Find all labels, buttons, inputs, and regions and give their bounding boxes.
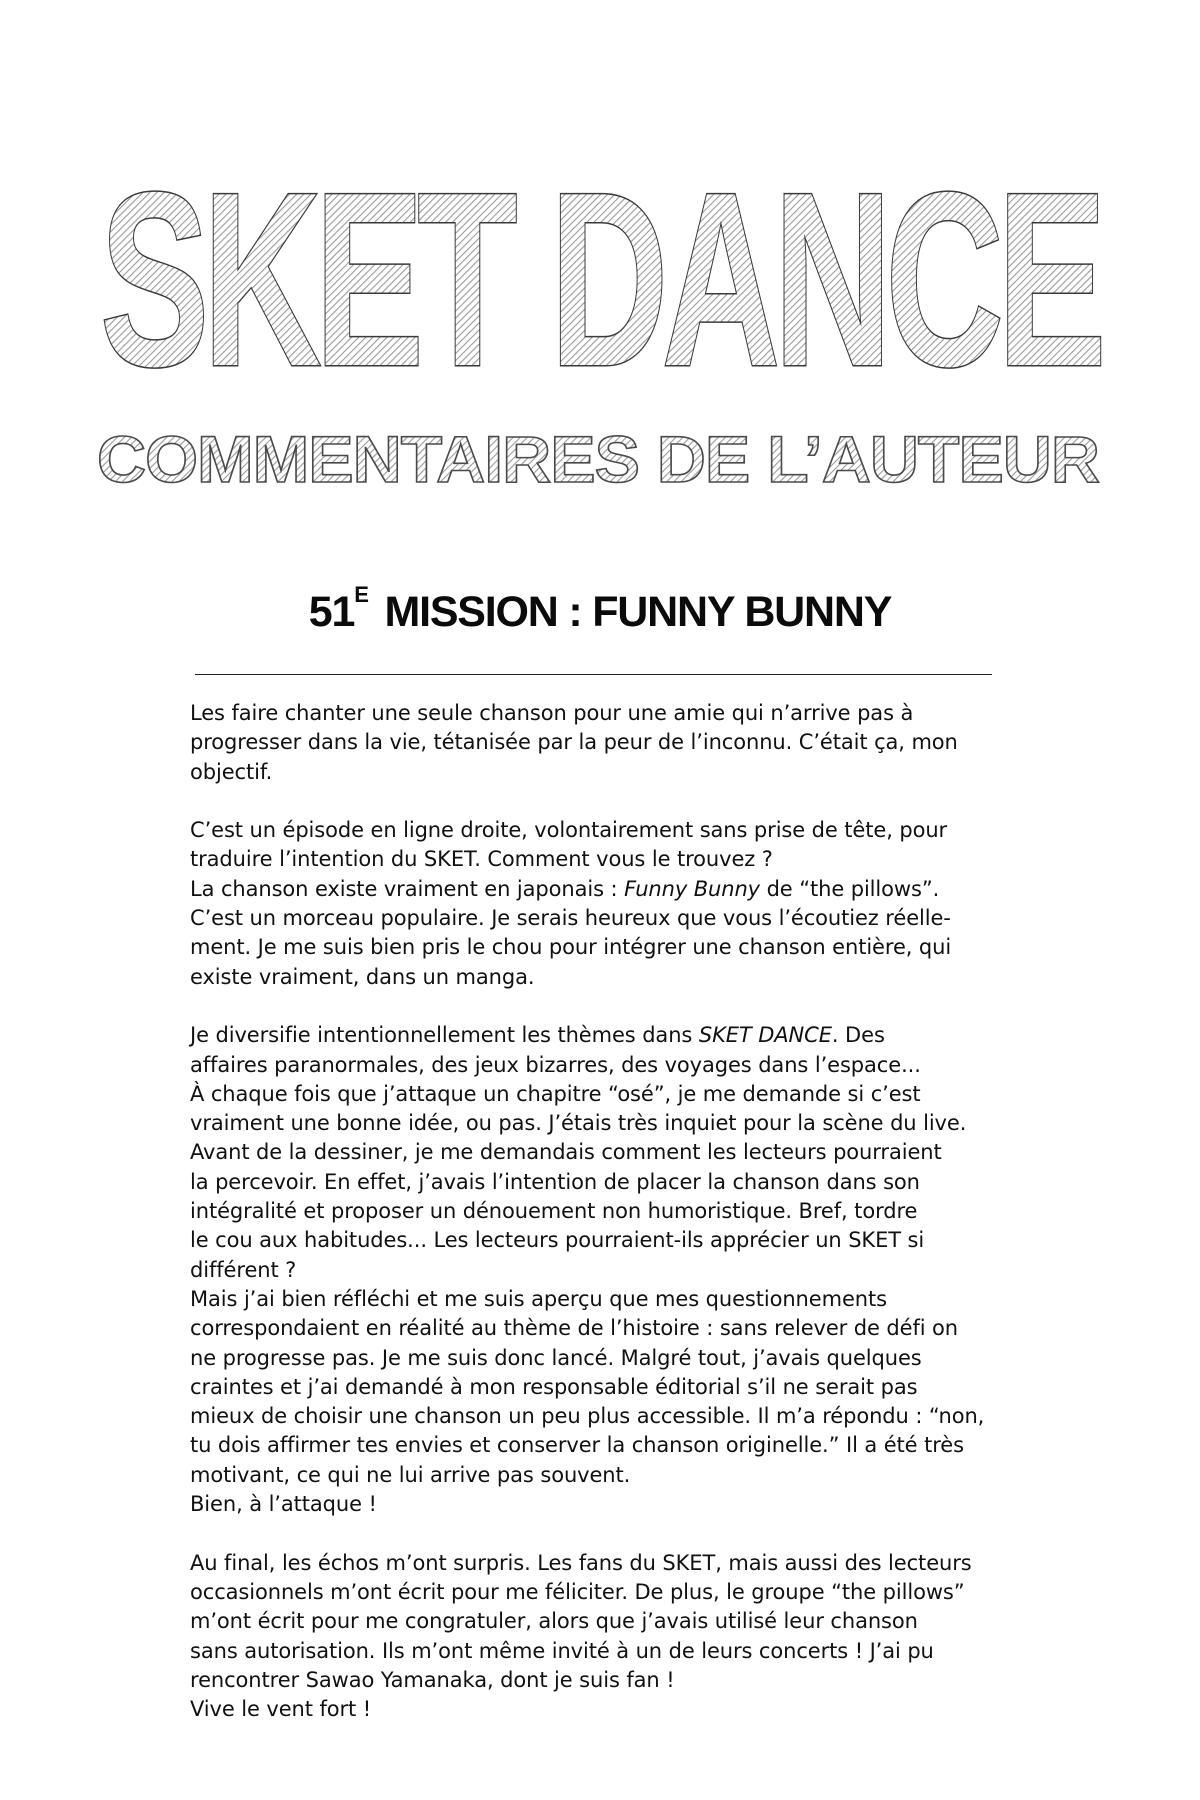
commentary-line xyxy=(190,1021,1010,1050)
commentary-line xyxy=(190,1402,1010,1431)
mission-title xyxy=(0,582,1200,637)
commentary-line xyxy=(190,1637,1010,1666)
commentary-text: progresser dans la vie, tétanisée par la peur de l’inconnu. C’était ça, mon xyxy=(190,730,958,755)
commentary-line xyxy=(190,1168,1010,1197)
commentary-line xyxy=(190,875,1010,904)
italic-title: SKET DANCE xyxy=(698,1023,832,1048)
commentary-text: la percevoir. En effet, j’avais l’intention de placer la chanson dans son xyxy=(190,1169,920,1194)
commentary-text: de “the pillows”. xyxy=(760,876,940,901)
commentary-text: tu dois affirmer tes envies et conserver la chanson originelle.” Il a été très xyxy=(190,1433,964,1458)
commentary-text: ne progresse pas. Je me suis donc lancé. Malgré tout, j’avais quelques xyxy=(190,1345,922,1370)
logo-title: SKET DANCE xyxy=(100,140,1101,418)
commentary-text: Au final, les échos m’ont surpris. Les fans du SKET, mais aussi des lecteurs xyxy=(190,1550,972,1575)
commentary-line xyxy=(190,816,1010,845)
commentary-paragraph xyxy=(190,1021,1010,1519)
commentary-text: traduire l’intention du SKET. Comment vous le trouvez ? xyxy=(190,847,773,872)
commentary-text: motivant, ce qui ne lui arrive pas souvent. xyxy=(190,1462,631,1487)
commentary-line xyxy=(190,1285,1010,1314)
commentary-line xyxy=(190,1695,1010,1724)
commentary-line xyxy=(190,1666,1010,1695)
commentary-text: existe vraiment, dans un manga. xyxy=(190,964,535,989)
commentary-line xyxy=(190,1607,1010,1636)
commentary-text: Avant de la dessiner, je me demandais comment les lecteurs pourraient xyxy=(190,1140,942,1165)
commentary-line xyxy=(190,1490,1010,1519)
italic-title: Funny Bunny xyxy=(624,876,760,901)
commentary-paragraph xyxy=(190,1549,1010,1725)
commentary-line xyxy=(190,1256,1010,1285)
commentary-text: ment. Je me suis bien pris le chou pour intégrer une chanson entière, qui xyxy=(190,935,952,960)
logo-subtitle: COMMENTAIRES DE L’AUTEUR xyxy=(97,422,1100,496)
commentary-text: Mais j’ai bien réfléchi et me suis aperçu que mes questionnements xyxy=(190,1286,887,1311)
commentary-body xyxy=(190,699,1010,1754)
commentary-line xyxy=(190,1549,1010,1578)
commentary-text: affaires paranormales, des jeux bizarres, des voyages dans l’espace... xyxy=(190,1052,921,1077)
mission-number: 51 xyxy=(308,588,355,636)
commentary-line xyxy=(190,728,1010,757)
commentary-line xyxy=(190,1344,1010,1373)
commentary-paragraph xyxy=(190,816,1010,992)
commentary-line xyxy=(190,1431,1010,1460)
commentary-text: correspondaient en réalité au thème de l’histoire : sans relever de défi on xyxy=(190,1316,959,1341)
commentary-line xyxy=(190,1197,1010,1226)
commentary-line xyxy=(190,1461,1010,1490)
commentary-text: sans autorisation. Ils m’ont même invité à un de leurs concerts ! J’ai pu xyxy=(190,1638,934,1663)
commentary-text: . Des xyxy=(831,1023,885,1048)
commentary-line xyxy=(190,904,1010,933)
commentary-line xyxy=(190,1578,1010,1607)
commentary-text: craintes et j’ai demandé à mon responsable éditorial s’il ne serait pas xyxy=(190,1374,918,1399)
commentary-paragraph xyxy=(190,699,1010,787)
commentary-text: occasionnels m’ont écrit pour me féliciter. De plus, le groupe “the pillows” xyxy=(190,1579,965,1604)
commentary-text: Vive le vent fort ! xyxy=(190,1697,372,1722)
commentary-line xyxy=(190,699,1010,728)
commentary-text: mieux de choisir une chanson un peu plus accessible. Il m’a répondu : “non, xyxy=(190,1404,985,1429)
commentary-line xyxy=(190,963,1010,992)
commentary-text: Je diversifie intentionnellement les thèmes dans xyxy=(190,1023,699,1048)
commentary-line xyxy=(190,1138,1010,1167)
commentary-text: le cou aux habitudes... Les lecteurs pourraient-ils apprécier un SKET si xyxy=(190,1228,925,1253)
commentary-text: objectif. xyxy=(190,759,273,784)
commentary-text: vraiment une bonne idée, ou pas. J’étais très inquiet pour la scène du live. xyxy=(190,1111,967,1136)
commentary-line xyxy=(190,1314,1010,1343)
commentary-text: différent ? xyxy=(190,1257,297,1282)
commentary-text: m’ont écrit pour me congratuler, alors que j’avais utilisé leur chanson xyxy=(190,1609,918,1634)
commentary-text: intégralité et proposer un dénouement non humoristique. Bref, tordre xyxy=(190,1199,918,1224)
logo-graphic xyxy=(0,80,1200,510)
commentary-line xyxy=(190,1080,1010,1109)
commentary-text: À chaque fois que j’attaque un chapitre “osé”, je me demande si c’est xyxy=(190,1081,921,1106)
commentary-text: C’est un épisode en ligne droite, volontairement sans prise de tête, pour xyxy=(190,818,948,843)
commentary-line xyxy=(190,758,1010,787)
commentary-text: rencontrer Sawao Yamanaka, dont je suis fan ! xyxy=(190,1667,675,1692)
commentary-line xyxy=(190,933,1010,962)
commentary-line xyxy=(190,845,1010,874)
commentary-text: C’est un morceau populaire. Je serais heureux que vous l’écoutiez réelle- xyxy=(190,906,951,931)
commentary-line xyxy=(190,1109,1010,1138)
title-divider xyxy=(195,674,992,675)
mission-title-text: MISSION : FUNNY BUNNY xyxy=(373,588,892,636)
commentary-line xyxy=(190,1226,1010,1255)
commentary-text: Bien, à l’attaque ! xyxy=(190,1492,377,1517)
commentary-line xyxy=(190,1051,1010,1080)
sket-dance-logo xyxy=(0,80,1200,510)
commentary-text: La chanson existe vraiment en japonais : xyxy=(190,876,625,901)
commentary-text: Les faire chanter une seule chanson pour une amie qui n’arrive pas à xyxy=(190,701,914,725)
mission-ordinal-suffix: E xyxy=(354,582,368,607)
commentary-line xyxy=(190,1373,1010,1402)
